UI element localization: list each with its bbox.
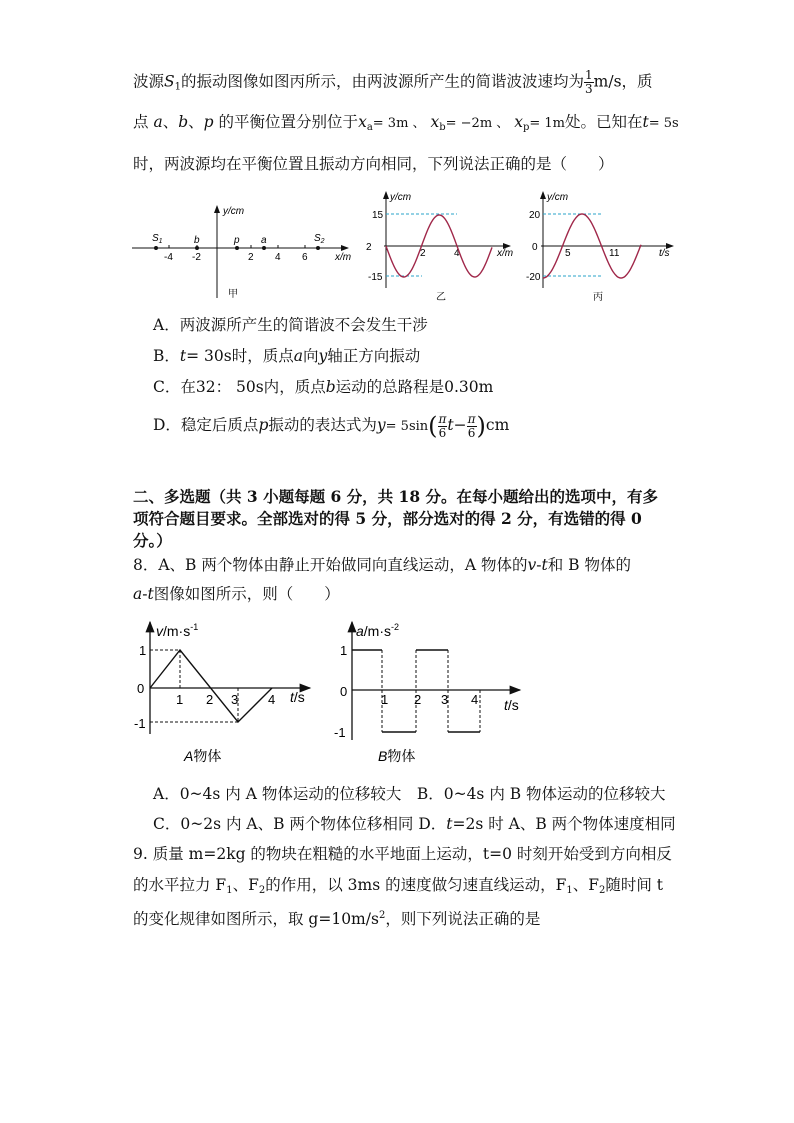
text: = 30s时，质点 [186,347,294,365]
text: 和 B 物体的 [547,556,631,574]
q7-option-b [153,345,420,367]
text: t [447,416,454,434]
text: 振动的表达式为 [268,416,377,434]
text: = −2m 、 [445,116,510,131]
text: 向 [302,347,319,365]
figure-b-at [330,618,530,768]
text: 的水平拉力 F [133,876,227,894]
text: 、 [162,113,179,131]
jia-ylabel: y/cm [223,206,245,217]
q8-options-ab: A．0~4s 内 A 物体运动的位移较大 B．0~4s 内 B 物体运动的位移较大 [153,785,666,803]
figure-bing [523,188,683,308]
text: 1 [226,885,233,896]
text: = 3m 、 [372,116,426,131]
text: cm [485,416,510,434]
text: 6 [467,425,476,440]
text: 运动的总路程是0.30m [335,378,494,396]
text: C．在32： 50s内，质点 [153,378,326,396]
jia-tick: 4 [275,252,281,263]
text: x [358,113,367,131]
jia-tick: 2 [248,252,254,263]
b-ylabel: $a/m\cdot s^{-2}$ [356,622,400,639]
b-tick: 1 [381,692,389,707]
a-tick: 2 [206,692,214,707]
a-vt-line [150,650,272,722]
text: 2 [258,885,266,896]
text: − [453,416,467,434]
yi-ylabel: y/cm [390,192,412,203]
text: 的平衡位置分别位于 [218,113,359,131]
q7-option-a: A．两波源所产生的简谐波不会发生干涉 [153,316,428,334]
bing-xlabel: t/s [659,248,670,259]
yi-ybottom: -15 [368,272,383,283]
bing-ylabel: y/cm [547,192,569,203]
a-xlabel: t/s [290,689,305,705]
a-yn1: -1 [134,716,146,731]
yi-caption: 乙 [436,292,446,303]
text: B． [153,347,180,365]
q7-option-d [153,412,509,440]
jia-tick: 6 [302,252,308,263]
text: - [536,556,542,574]
text: 随时间 t [605,876,663,894]
b-at-steps [352,650,480,732]
text: π [467,411,476,426]
fraction [467,413,477,440]
text: a [366,122,373,133]
fraction [438,413,448,440]
paren-left: ( [428,412,438,440]
q9-line-3 [133,905,540,930]
text: π [438,411,447,426]
a-tick: 1 [176,692,184,707]
q7-option-c [153,376,493,398]
jia-point-s1 [154,246,158,250]
text: 处。已知在 [565,113,643,131]
text: p [203,113,214,131]
text: - [142,585,148,603]
text: 6 [438,425,447,440]
text: a [293,347,303,365]
text: t [147,585,154,603]
text: 1 [174,81,182,93]
text: = 5s [648,116,679,131]
q8-line-1 [133,554,631,576]
jia-tick: -4 [164,252,173,263]
b-y0: 0 [340,684,348,699]
text: 1 [566,885,573,896]
a-ylabel: $v/m\cdot s^{-1}$ [156,622,199,639]
text: 8．A、B 两个物体由静止开始做同向直线运动，A 物体的 [133,556,528,574]
text: = 1m [529,116,566,131]
bing-ybottom: -20 [526,272,541,283]
a-y0: 0 [137,681,145,696]
q9-line-2 [133,874,663,902]
text: 波源 [133,72,165,91]
text: 3 [585,82,593,96]
bing-xorigin: 0 [532,242,538,253]
b-tick: 4 [471,692,479,707]
text: 、F [232,876,259,894]
q7-line-1 [133,69,653,99]
text: S [164,72,175,91]
paren-right: ) [476,412,486,440]
jia-point-s2 [316,246,320,250]
text: v [527,556,537,574]
jia-caption: 甲 [228,289,238,300]
text: ，质 [621,72,653,91]
text: 、 [188,113,204,131]
yi-tick: 2 [420,248,426,259]
text: ，则下列说法正确的是 [385,910,541,928]
jia-xlabel: x/m [335,252,352,263]
section2-line-3: 分。） [133,531,172,550]
jia-label-s2: $S_2$ [314,233,325,245]
section2-line-2: 项符合题目要求。全部选对的得 5 分，部分选对的得 2 分，有选错的得 0 [133,509,642,528]
text: b [178,113,189,131]
q7-line-2 [133,111,679,139]
jia-point-p [235,246,239,250]
section2-line-1: 二、多选题（共 3 小题每题 6 分，共 18 分。在每小题给出的选项中，有多 [133,487,659,506]
q8-line-2 [133,583,340,605]
a-y1: 1 [139,643,147,658]
bing-tick: 11 [609,248,620,259]
text: 的作用，以 3ms 的速度做匀速直线运动，F [265,876,567,894]
jia-label-b: b [194,235,200,246]
figure-yi [362,188,517,308]
text: D．稳定后质点 [153,416,259,434]
text: p [522,122,530,133]
q9-line-1: 9. 质量 m=2kg 的物块在粗糙的水平地面上运动，t=0 时刻开始受到方向相反 [133,845,672,863]
text: p [258,416,269,434]
text: t [642,113,649,131]
q7-line-3: 时，两波源均在平衡位置且振动方向相同，下列说法正确的是（ ） [133,155,614,173]
q8-options-cd [153,813,676,835]
text: = 5sin [385,419,429,434]
text: 图像如图所示，则（ ） [153,585,340,603]
b-tick: 3 [441,692,449,707]
b-xlabel: t/s [504,697,519,713]
text: x [430,113,440,131]
text: a [153,113,163,131]
text: =2s 时 A、B 两个物体速度相同 [452,815,676,833]
text: 的振动图像如图丙所示，由两波源所产生的简谐波波速均为 [181,72,585,91]
jia-label-s1: $S_1$ [152,233,163,245]
text: x [514,113,523,131]
text: 的变化规律如图所示，取 g=10m/s [133,910,379,928]
text: b [439,122,446,133]
bing-caption: 丙 [593,292,603,303]
jia-label-a: a [261,235,267,246]
text: b [325,378,336,396]
text: a [133,585,143,603]
jia-point-b [195,246,199,250]
figure-a-vt [134,618,319,768]
text: y [376,416,386,434]
yi-tick: 4 [454,248,460,259]
bing-ytop: 20 [529,210,541,221]
a-tick: 3 [231,692,239,707]
text: t [446,815,453,833]
text: t [541,556,548,574]
text: y [318,347,328,365]
text: 、F [572,876,599,894]
speed-fraction [584,69,594,96]
text: 1 [585,68,593,82]
b-caption: B物体 [378,748,416,764]
text: m/s [593,72,622,91]
text: t [179,347,187,365]
text: 轴正方向振动 [327,347,421,365]
a-tick: 4 [268,692,276,707]
figure-jia [128,198,358,308]
yi-xlabel: x/m [497,248,514,259]
b-y1: 1 [340,643,348,658]
bing-tick: 5 [565,248,571,259]
text: 点 [133,113,149,131]
a-caption: A物体 [184,748,222,764]
jia-label-p: p [234,235,240,246]
yi-ytop: 15 [372,210,384,221]
jia-tick: -2 [192,252,201,263]
yi-xorigin: 2 [366,242,372,253]
b-yn1: -1 [334,725,346,740]
jia-point-a [262,246,266,250]
text: C．0~2s 内 A、B 两个物体位移相同 D． [153,815,447,833]
b-tick: 2 [414,692,422,707]
text: 2 [378,910,386,921]
text: 2 [598,885,606,896]
